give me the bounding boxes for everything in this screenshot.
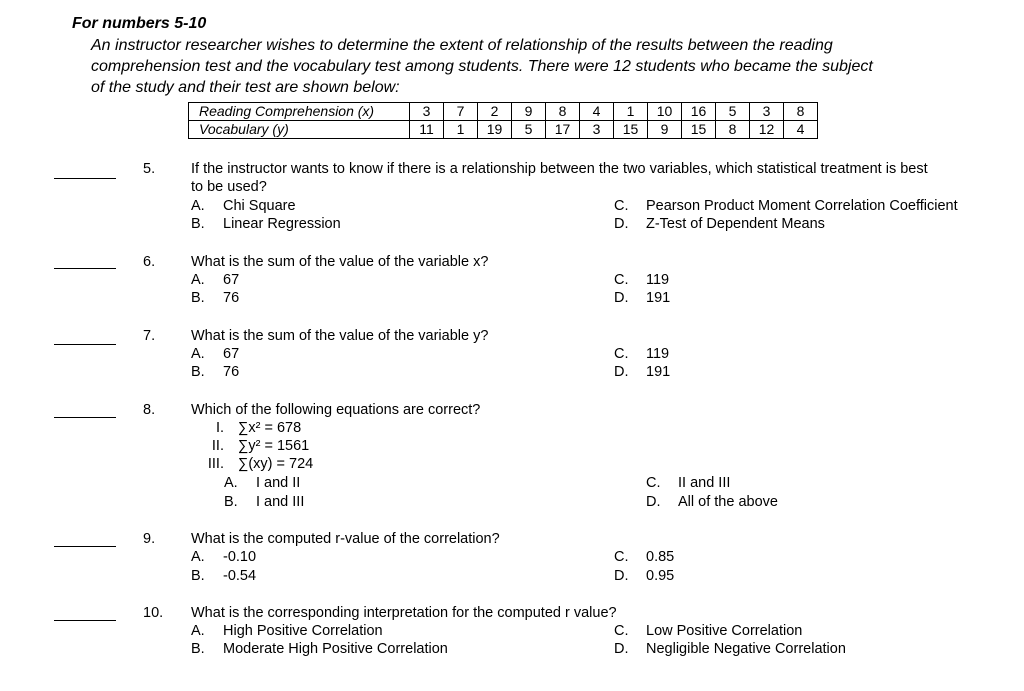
option-text: Z-Test of Dependent Means bbox=[646, 216, 825, 232]
option-text: Low Positive Correlation bbox=[646, 623, 803, 639]
answer-blank[interactable] bbox=[54, 546, 116, 547]
statement-i bbox=[176, 419, 301, 437]
option-text: I and III bbox=[256, 494, 305, 510]
table-cell: 3 bbox=[410, 103, 444, 121]
statement-numeral: I. bbox=[215, 420, 224, 436]
option-text: 0.85 bbox=[646, 549, 675, 565]
option-d[interactable] bbox=[614, 363, 670, 381]
statement-numeral: II. bbox=[211, 438, 224, 454]
option-letter: B. bbox=[191, 568, 205, 584]
option-letter: A. bbox=[191, 549, 205, 565]
table-cell: 1 bbox=[444, 121, 478, 139]
question-number: 10. bbox=[143, 605, 164, 621]
option-letter: D. bbox=[614, 216, 629, 232]
answer-blank[interactable] bbox=[54, 344, 116, 345]
table-cell: 8 bbox=[716, 121, 750, 139]
table-cell: 8 bbox=[546, 103, 580, 121]
table-cell: 15 bbox=[682, 121, 716, 139]
option-letter: B. bbox=[191, 364, 205, 380]
option-b[interactable] bbox=[191, 363, 239, 381]
option-b[interactable] bbox=[191, 215, 341, 233]
option-text: 119 bbox=[646, 272, 670, 288]
table-cell: 5 bbox=[512, 121, 546, 139]
table-row-y bbox=[189, 121, 818, 139]
option-c[interactable] bbox=[646, 474, 730, 492]
statement-numeral: III. bbox=[207, 456, 224, 472]
option-letter: C. bbox=[614, 272, 629, 288]
row-label: Reading Comprehension (x) bbox=[189, 103, 410, 121]
option-text: II and III bbox=[678, 475, 731, 491]
option-d[interactable] bbox=[614, 567, 674, 585]
table-cell: 4 bbox=[784, 121, 818, 139]
question-number: 7. bbox=[143, 328, 156, 344]
option-a[interactable] bbox=[191, 197, 296, 215]
table-cell: 9 bbox=[512, 103, 546, 121]
option-letter: B. bbox=[191, 290, 205, 306]
option-text: 67 bbox=[223, 346, 240, 362]
option-letter: D. bbox=[614, 641, 629, 657]
question-stem: What is the sum of the value of the variable x? bbox=[191, 254, 489, 270]
question-number: 9. bbox=[143, 531, 156, 547]
question-stem: What is the computed r-value of the correlation? bbox=[191, 531, 500, 547]
option-letter: D. bbox=[614, 290, 629, 306]
option-letter: C. bbox=[614, 623, 629, 639]
option-a[interactable] bbox=[191, 345, 239, 363]
question-stem: If the instructor wants to know if there is a relationship between the two variables, which statistical treatment is best bbox=[191, 161, 928, 177]
option-b[interactable] bbox=[191, 289, 239, 307]
question-number: 8. bbox=[143, 402, 156, 418]
table-cell: 19 bbox=[478, 121, 512, 139]
table-cell: 16 bbox=[682, 103, 716, 121]
table-cell: 4 bbox=[580, 103, 614, 121]
option-text: 119 bbox=[646, 346, 670, 362]
row-label: Vocabulary (y) bbox=[189, 121, 410, 139]
option-text: Negligible Negative Correlation bbox=[646, 641, 846, 657]
option-letter: C. bbox=[614, 198, 629, 214]
option-letter: B. bbox=[224, 494, 238, 510]
table-cell: 15 bbox=[614, 121, 648, 139]
statement-text: ∑(xy) = 724 bbox=[238, 456, 314, 472]
option-c[interactable] bbox=[614, 345, 669, 363]
option-letter: D. bbox=[614, 364, 629, 380]
intro-line: An instructor researcher wishes to determine the extent of relationship of the results between the reading bbox=[91, 37, 833, 54]
question-number: 5. bbox=[143, 161, 156, 177]
table-cell: 9 bbox=[648, 121, 682, 139]
option-a[interactable] bbox=[191, 622, 383, 640]
option-text: Chi Square bbox=[223, 198, 296, 214]
option-text: 67 bbox=[223, 272, 240, 288]
option-letter: A. bbox=[191, 198, 205, 214]
option-letter: A. bbox=[191, 623, 205, 639]
statement-text: ∑x² = 678 bbox=[238, 420, 302, 436]
table-cell: 7 bbox=[444, 103, 478, 121]
option-c[interactable] bbox=[614, 622, 802, 640]
option-b[interactable] bbox=[191, 640, 448, 658]
option-letter: C. bbox=[646, 475, 661, 491]
option-d[interactable] bbox=[614, 215, 825, 233]
option-a[interactable] bbox=[191, 271, 239, 289]
data-table bbox=[188, 102, 818, 139]
table-cell: 1 bbox=[614, 103, 648, 121]
table-cell: 10 bbox=[648, 103, 682, 121]
option-c[interactable] bbox=[614, 548, 674, 566]
statement-text: ∑y² = 1561 bbox=[238, 438, 310, 454]
option-letter: C. bbox=[614, 549, 629, 565]
option-text: 76 bbox=[223, 364, 240, 380]
question-stem: Which of the following equations are correct? bbox=[191, 402, 481, 418]
table-row-x bbox=[189, 103, 818, 121]
option-text: High Positive Correlation bbox=[223, 623, 383, 639]
option-b[interactable] bbox=[191, 567, 256, 585]
table-cell: 8 bbox=[784, 103, 818, 121]
option-b[interactable] bbox=[224, 493, 304, 511]
option-text: Pearson Product Moment Correlation Coefficient bbox=[646, 198, 958, 214]
option-text: 191 bbox=[646, 290, 671, 306]
option-text: I and II bbox=[256, 475, 301, 491]
question-stem: What is the sum of the value of the variable y? bbox=[191, 328, 489, 344]
table-cell: 5 bbox=[716, 103, 750, 121]
option-d[interactable] bbox=[646, 493, 778, 511]
section-title: For numbers 5-10 bbox=[72, 15, 207, 32]
option-text: Linear Regression bbox=[223, 216, 341, 232]
option-text: 0.95 bbox=[646, 568, 675, 584]
option-text: 76 bbox=[223, 290, 240, 306]
intro-line: comprehension test and the vocabulary test among students. There were 12 students who became the subject bbox=[91, 58, 873, 75]
option-c[interactable] bbox=[614, 271, 669, 289]
option-letter: A. bbox=[191, 272, 205, 288]
option-text: All of the above bbox=[678, 494, 778, 510]
option-letter: C. bbox=[614, 346, 629, 362]
table-cell: 3 bbox=[750, 103, 784, 121]
option-d[interactable] bbox=[614, 640, 846, 658]
answer-blank[interactable] bbox=[54, 417, 116, 418]
option-text: Moderate High Positive Correlation bbox=[223, 641, 448, 657]
option-text: -0.10 bbox=[223, 549, 257, 565]
answer-blank[interactable] bbox=[54, 268, 116, 269]
answer-blank[interactable] bbox=[54, 620, 116, 621]
question-number: 6. bbox=[143, 254, 156, 270]
statement-ii bbox=[176, 437, 309, 455]
option-a[interactable] bbox=[224, 474, 300, 492]
option-a[interactable] bbox=[191, 548, 256, 566]
option-letter: D. bbox=[646, 494, 661, 510]
option-letter: B. bbox=[191, 641, 205, 657]
question-stem: to be used? bbox=[191, 179, 267, 195]
table-cell: 11 bbox=[410, 121, 444, 139]
option-text: 191 bbox=[646, 364, 671, 380]
question-stem: What is the corresponding interpretation for the computed r value? bbox=[191, 605, 617, 621]
option-c[interactable] bbox=[614, 197, 958, 215]
table-cell: 12 bbox=[750, 121, 784, 139]
table-cell: 2 bbox=[478, 103, 512, 121]
option-letter: A. bbox=[224, 475, 238, 491]
table-cell: 17 bbox=[546, 121, 580, 139]
table-cell: 3 bbox=[580, 121, 614, 139]
option-letter: B. bbox=[191, 216, 205, 232]
option-letter: D. bbox=[614, 568, 629, 584]
option-letter: A. bbox=[191, 346, 205, 362]
intro-line: of the study and their test are shown below: bbox=[91, 79, 400, 96]
option-d[interactable] bbox=[614, 289, 670, 307]
statement-iii bbox=[176, 455, 313, 473]
option-text: -0.54 bbox=[223, 568, 257, 584]
answer-blank[interactable] bbox=[54, 178, 116, 179]
